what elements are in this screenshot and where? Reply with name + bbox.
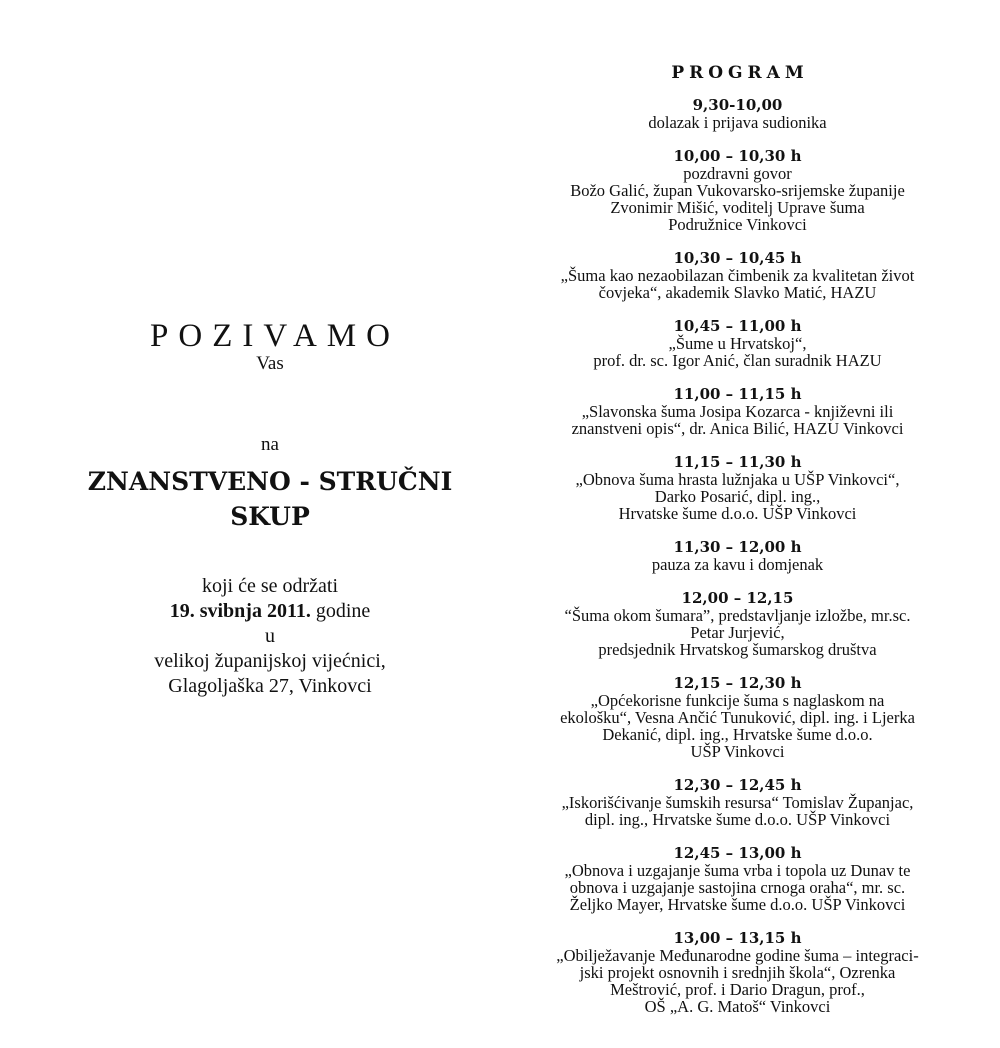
- program-item-line: čovjeka“, akademik Slavko Matić, HAZU: [598, 283, 877, 302]
- event-title-line2: SKUP: [230, 502, 310, 531]
- program-list: [505, 96, 970, 1015]
- program-item-line: pauza za kavu i domjenak: [651, 555, 824, 574]
- program-item: [505, 929, 970, 1015]
- program-item-line: „Obilježavanje Međunarodne godine šuma – integraci-: [556, 946, 919, 965]
- program-item-line: Hrvatske šume d.o.o. UŠP Vinkovci: [618, 504, 857, 523]
- program-item-line: „Općekorisne funkcije šuma s naglaskom na: [590, 691, 885, 710]
- program-item-line: „Iskorišćivanje šumskih resursa“ Tomislav Županjac,: [561, 793, 914, 812]
- program-item: [505, 147, 970, 233]
- program-item: [505, 385, 970, 437]
- program-column: [505, 62, 970, 1031]
- program-item-time: 11,15 – 11,30 h: [673, 453, 802, 471]
- program-item-line: „Obnova i uzgajanje šuma vrba i topola uz Dunav te: [564, 861, 911, 880]
- program-item-time: 10,45 – 11,00 h: [673, 317, 802, 335]
- program-item-line: Božo Galić, župan Vukovarsko-srijemske županije: [570, 181, 905, 200]
- program-item-line: OŠ „A. G. Matoš“ Vinkovci: [644, 997, 831, 1016]
- program-item-time: 11,30 – 12,00 h: [673, 538, 802, 556]
- program-item: [505, 776, 970, 828]
- program-item-line: prof. dr. sc. Igor Anić, član suradnik HAZU: [593, 351, 882, 370]
- program-item: [505, 674, 970, 760]
- program-item-line: Darko Posarić, dipl. ing.,: [654, 487, 821, 506]
- program-item: [505, 453, 970, 522]
- program-item-line: znanstveni opis“, dr. Anica Bilić, HAZU Vinkovci: [571, 419, 904, 438]
- program-item-time: 10,30 – 10,45 h: [673, 249, 802, 267]
- invitation-na: na: [261, 434, 279, 455]
- program-item-time: 12,30 – 12,45 h: [673, 776, 802, 794]
- program-item: [505, 844, 970, 913]
- event-title: [30, 464, 510, 534]
- program-heading: PROGRAM: [671, 63, 809, 83]
- program-item: [505, 249, 970, 301]
- event-title-line1: ZNANSTVENO - STRUČNI: [87, 467, 453, 496]
- program-item: [505, 317, 970, 369]
- program-item-line: Meštrović, prof. i Dario Dragun, prof.,: [610, 980, 865, 999]
- program-item-line: „Slavonska šuma Josipa Kozarca - književni ili: [581, 402, 894, 421]
- program-item-line: „Šume u Hrvatskoj“,: [668, 334, 807, 353]
- program-item-line: pozdravni govor: [683, 164, 792, 183]
- program-item-line: „Šuma kao nezaobilazan čimbenik za kvalitetan život: [560, 266, 915, 285]
- program-item-time: 12,00 – 12,15: [681, 589, 794, 607]
- program-item-line: Željko Mayer, Hrvatske šume d.o.o. UŠP Vinkovci: [569, 895, 906, 914]
- program-item-time: 13,00 – 13,15 h: [673, 929, 802, 947]
- invitation-column: [30, 318, 510, 699]
- event-date: [30, 599, 510, 624]
- place-line2: Glagoljaška 27, Vinkovci: [168, 675, 372, 697]
- program-item-time: 11,00 – 11,15 h: [673, 385, 802, 403]
- event-date-rest: godine: [310, 600, 371, 622]
- program-item-line: Zvonimir Mišić, voditelj Uprave šuma: [610, 198, 865, 217]
- program-item-time: 12,45 – 13,00 h: [673, 844, 802, 862]
- program-item-line: predsjednik Hrvatskog šumarskog društva: [598, 640, 877, 659]
- program-item-line: ekološku“, Vesna Ančić Tunuković, dipl. ing. i Ljerka: [560, 708, 915, 727]
- program-item: [505, 589, 970, 658]
- program-item-time: 9,30-10,00: [692, 96, 783, 114]
- program-item-line: Dekanić, dipl. ing., Hrvatske šume d.o.o.: [602, 725, 873, 744]
- program-item-line: Podružnice Vinkovci: [668, 215, 807, 234]
- program-item-line: “Šuma okom šumara”, predstavljanje izložbe, mr.sc.: [564, 606, 911, 625]
- program-item: [505, 96, 970, 131]
- program-item-line: dolazak i prijava sudionika: [648, 113, 827, 132]
- place-line1: velikoj županijskoj vijećnici,: [154, 650, 386, 672]
- event-details: [30, 574, 510, 699]
- program-item-line: obnova i uzgajanje sastojina crnoga oraha“, mr. sc.: [569, 878, 906, 897]
- program-item-line: „Obnova šuma hrasta lužnjaka u UŠP Vinkovci“,: [575, 470, 900, 489]
- invitation-subtitle: Vas: [256, 353, 284, 374]
- program-item: [505, 538, 970, 573]
- program-item-line: Petar Jurjević,: [690, 623, 785, 642]
- invitation-title: POZIVAMO: [150, 318, 400, 354]
- event-date-bold: 19. svibnja 2011.: [169, 600, 311, 622]
- details-line1: koji će se održati: [201, 575, 339, 597]
- program-item-line: jski projekt osnovnih i srednjih škola“, Ozrenka: [579, 963, 896, 982]
- program-item-line: dipl. ing., Hrvatske šume d.o.o. UŠP Vinkovci: [584, 810, 891, 829]
- details-u: u: [265, 625, 275, 647]
- program-item-line: UŠP Vinkovci: [690, 742, 785, 761]
- program-item-time: 10,00 – 10,30 h: [673, 147, 802, 165]
- program-item-time: 12,15 – 12,30 h: [673, 674, 802, 692]
